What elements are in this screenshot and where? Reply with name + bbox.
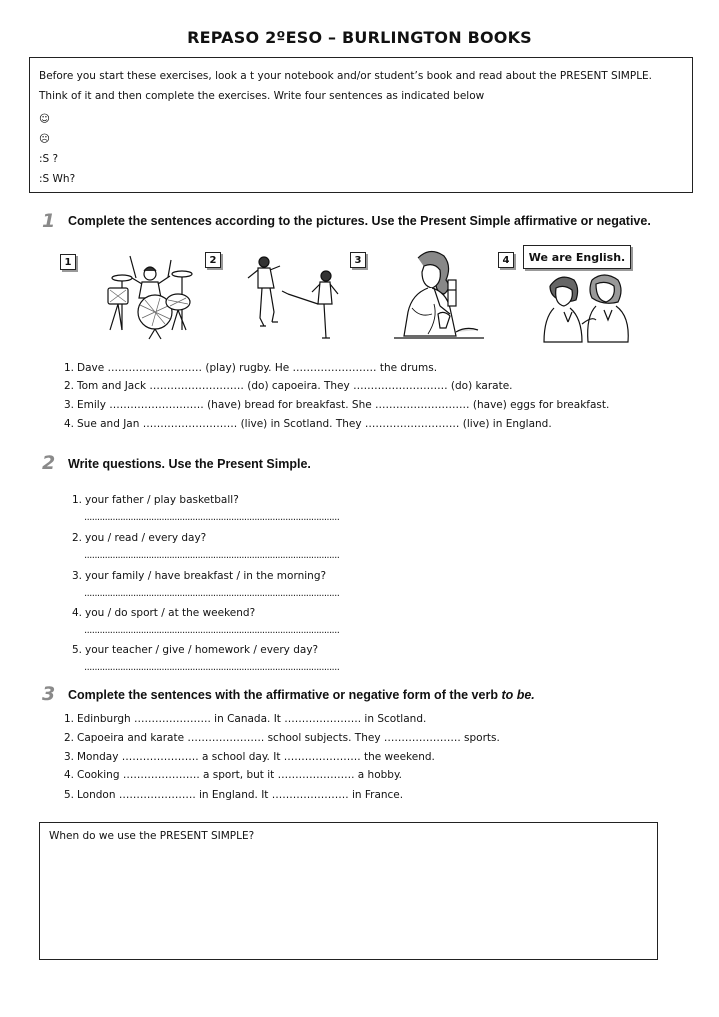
speech-bubble: We are English. xyxy=(523,245,631,269)
section-1-title: Complete the sentences according to the pictures. Use the Present Simple affirmative or negative. xyxy=(68,214,651,228)
answer-box[interactable] xyxy=(39,822,658,960)
picture-number-1: 1 xyxy=(60,254,76,270)
verb-to-be: to be. xyxy=(501,688,535,702)
drummer-illustration xyxy=(100,250,200,342)
section-2-title: Write questions. Use the Present Simple. xyxy=(68,457,311,471)
smiley-happy-icon: ☺ xyxy=(39,113,50,125)
section-3-title: Complete the sentences with the affirmative or negative form of the verb to be. xyxy=(68,688,535,702)
two-girls-illustration xyxy=(542,272,634,344)
section-3-list: 1. Edinburgh …………………. in Canada. It …………………. in Scotland. 2. Capoeira and karate …………………. school subjects. They …………………. sports. 3. Monday …………………. a school day. It …………………. the weekend. 4. Cooking …………………. a sport, but it …………………. a hobby. 5. London …………………. in England. It …………………. in France. xyxy=(63,713,500,801)
answer-line[interactable]: ................................................................................................... xyxy=(84,512,340,523)
woman-breakfast-illustration xyxy=(390,248,486,342)
section-1-number: 1 xyxy=(42,210,56,232)
answer-line[interactable]: ................................................................................................... xyxy=(84,662,340,673)
answer-box-question: When do we use the PRESENT SIMPLE? xyxy=(49,830,255,842)
section-2-list: 1. your father / play basketball? ................................................................................................... 2. you / read / every day? ................................................................................................... 3. your family / have breakfast / in the morning? ................................................................................................... 4. you / do sport / at the weekend? ................................................................................................... 5. your teacher / give / homework / every day? ................................................................................................... xyxy=(68,494,488,674)
section-3-number: 3 xyxy=(42,683,56,705)
intro-box xyxy=(29,57,693,193)
page-title: REPASO 2ºESO – BURLINGTON BOOKS xyxy=(187,28,532,47)
picture-number-4: 4 xyxy=(498,252,514,268)
smiley-sad-icon: ☹ xyxy=(39,133,50,145)
answer-line[interactable]: ................................................................................................... xyxy=(84,625,340,636)
answer-line[interactable]: ................................................................................................... xyxy=(84,588,340,599)
picture-number-3: 3 xyxy=(350,252,366,268)
martial-arts-illustration xyxy=(244,252,342,344)
intro-line: :S Wh? xyxy=(39,173,76,185)
intro-line: Before you start these exercises, look a t your notebook and/or student’s book and read about the PRESENT SIMPLE. xyxy=(39,70,653,82)
intro-line: Think of it and then complete the exercises. Write four sentences as indicated below xyxy=(39,90,485,102)
section-1-list: 1. Dave ……………………… (play) rugby. He …………………… the drums. 2. Tom and Jack ……………………… (do) capoeira. They ……………………… (do) karate. 3. Emily ……………………… (have) bread for breakfast. She ……………………… (have) eggs for breakfast. 4. Sue and Jan ……………………… (live) in Scotland. They ……………………… (live) in England. xyxy=(63,362,610,430)
section-2-number: 2 xyxy=(42,452,56,474)
picture-number-2: 2 xyxy=(205,252,221,268)
answer-line[interactable]: ................................................................................................... xyxy=(84,550,340,561)
intro-line: :S ? xyxy=(39,153,59,165)
